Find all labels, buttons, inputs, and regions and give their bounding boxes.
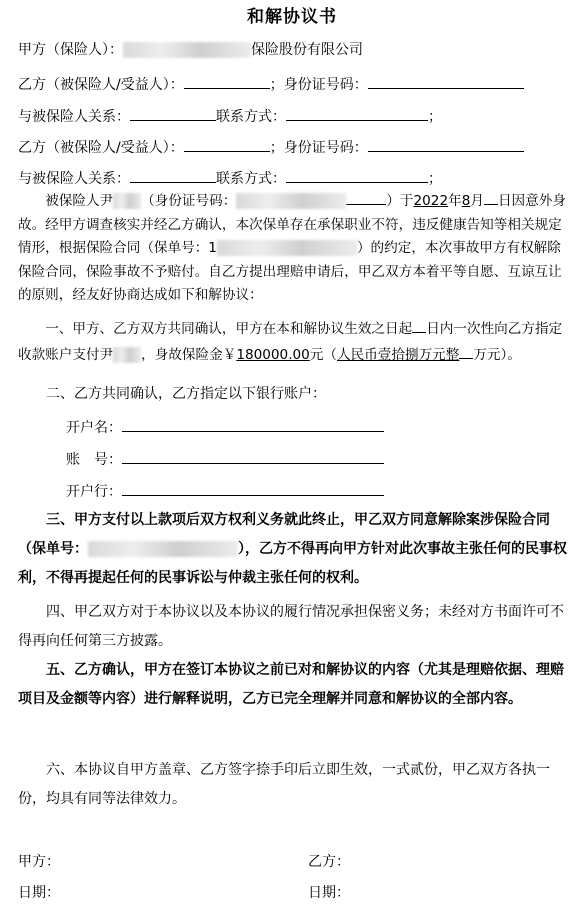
clause-1-text: 日内一次性向乙方指定收款账户支付尹 [18,321,563,363]
signature-party-b: 乙方： [308,854,350,870]
clause-5 [18,656,574,714]
redacted-name [113,347,141,363]
party-b-line-1 [18,72,524,95]
intro-text: （身份证号码： [141,193,237,209]
id-number-blank [368,135,524,152]
clause-6 [18,756,574,814]
intro-text: ）于 [386,193,414,209]
intro-text: 被保险人尹 [45,193,114,209]
id-number-blank [368,72,524,89]
document-title: 和解协议书 [247,7,337,27]
amount-in-words: 人民币壹拾捌万元整 [337,346,460,363]
account-name-label: 开户名： [66,420,122,436]
account-number-blank [122,447,384,464]
intro-text: 月 [470,193,484,209]
relation-blank [130,104,216,121]
party-b-name-blank [184,72,270,89]
payment-amount: 180000.00 [236,346,310,363]
clause-1-text: ，身故保险金￥ [141,346,237,363]
account-number-label: 账 号： [66,452,122,468]
clause-3 [18,506,574,593]
contact-blank [286,104,428,121]
clause-5-text: 五、乙方确认，甲方在签订本协议之前已对和解协议的内容（尤其是理赔依据、理赔项目及金额等内容）进行解释说明，乙方已完全理解并同意和解协议的全部内容。 [18,662,564,707]
redacted-company-name [123,42,251,58]
party-b-name-blank [184,135,270,152]
clause-1-text: 万元）。 [473,346,521,363]
id-blank [346,188,386,205]
contact-label: 联系方式： [216,171,286,187]
clause-6-text: 六、本协议自甲方盖章、乙方签字捺手印后立即生效，一式贰份，甲乙双方各执一份，均具有同等法律效力。 [18,762,550,807]
semicolon: ； [428,109,442,125]
clause-3-text: 三、甲方支付以上款项后双方权利义务就此终止，甲乙双方同意解除案涉保险合同（保单号： [18,512,550,557]
signature-date-a: 日期： [18,885,60,901]
clause-2-heading: 二、乙方共同确认，乙方指定以下银行账户： [46,386,326,402]
intro-text: 年 [448,193,462,209]
bank-row [66,479,384,501]
id-number-label: ；身份证号码： [269,140,368,156]
contact-label: 联系方式： [216,109,286,125]
intro-text: 日因意外身故。经甲方调查核实并经乙方确认，本次保单存在承保职业不符，违反健康告知等相关规定情形，根据保险合同（保单号：1 [18,193,566,256]
relation-blank [130,166,216,183]
party-a-label: 甲方（保险人）： [18,42,123,58]
bank-blank [122,479,384,496]
account-name-blank [122,415,384,432]
party-b-label: 乙方（被保险人/受益人）： [18,77,184,93]
signature-party-a: 甲方： [18,854,60,870]
relation-line-2 [18,166,442,189]
redacted-policy-number [88,541,238,557]
clause-1-text: 元（ [309,346,338,363]
intro-paragraph [18,188,574,308]
relation-label: 与被保险人关系： [18,171,130,187]
bank-label: 开户行： [66,484,122,500]
redacted-id-number [236,193,346,209]
days-blank [412,316,426,333]
intro-text: ）的约定，本次事故甲方有权解除保险合同，保险事故不予赔付。自乙方提出理赔申请后，甲乙双方本着平等自愿、互谅互让的原则，经友好协商达成如下和解协议： [18,240,562,303]
clause-3-text: ），乙方不得再向甲方针对此次事故主张任何的民事权利，不得再提起任何的民事诉讼与仲裁主张任何的权利。 [18,541,567,586]
redacted-name [113,193,141,209]
relation-line-1 [18,104,442,127]
clause-4 [18,598,574,656]
redacted-policy-number [217,240,357,256]
account-name-row [66,415,384,437]
accident-year: 2022 [413,193,449,209]
signature-date-b: 日期： [308,885,350,901]
clause-1 [18,316,574,367]
day-blank [484,188,498,205]
relation-label: 与被保险人关系： [18,109,130,125]
semicolon: ； [428,171,442,187]
party-a-suffix: 保险股份有限公司 [251,42,363,58]
amount-blank [459,342,473,359]
party-b-line-2 [18,135,524,158]
party-b-label: 乙方（被保险人/受益人）： [18,140,184,156]
clause-1-text: 一、甲方、乙方双方共同确认，甲方在本和解协议生效之日起 [45,321,413,337]
accident-month: 8 [461,193,471,209]
id-number-label: ；身份证号码： [269,77,368,93]
contact-blank [286,166,428,183]
party-a-line [18,40,363,60]
account-number-row [66,447,384,469]
clause-4-text: 四、甲乙双方对于本协议以及本协议的履行情况承担保密义务；未经对方书面许可不得再向任何第三方披露。 [18,604,564,649]
